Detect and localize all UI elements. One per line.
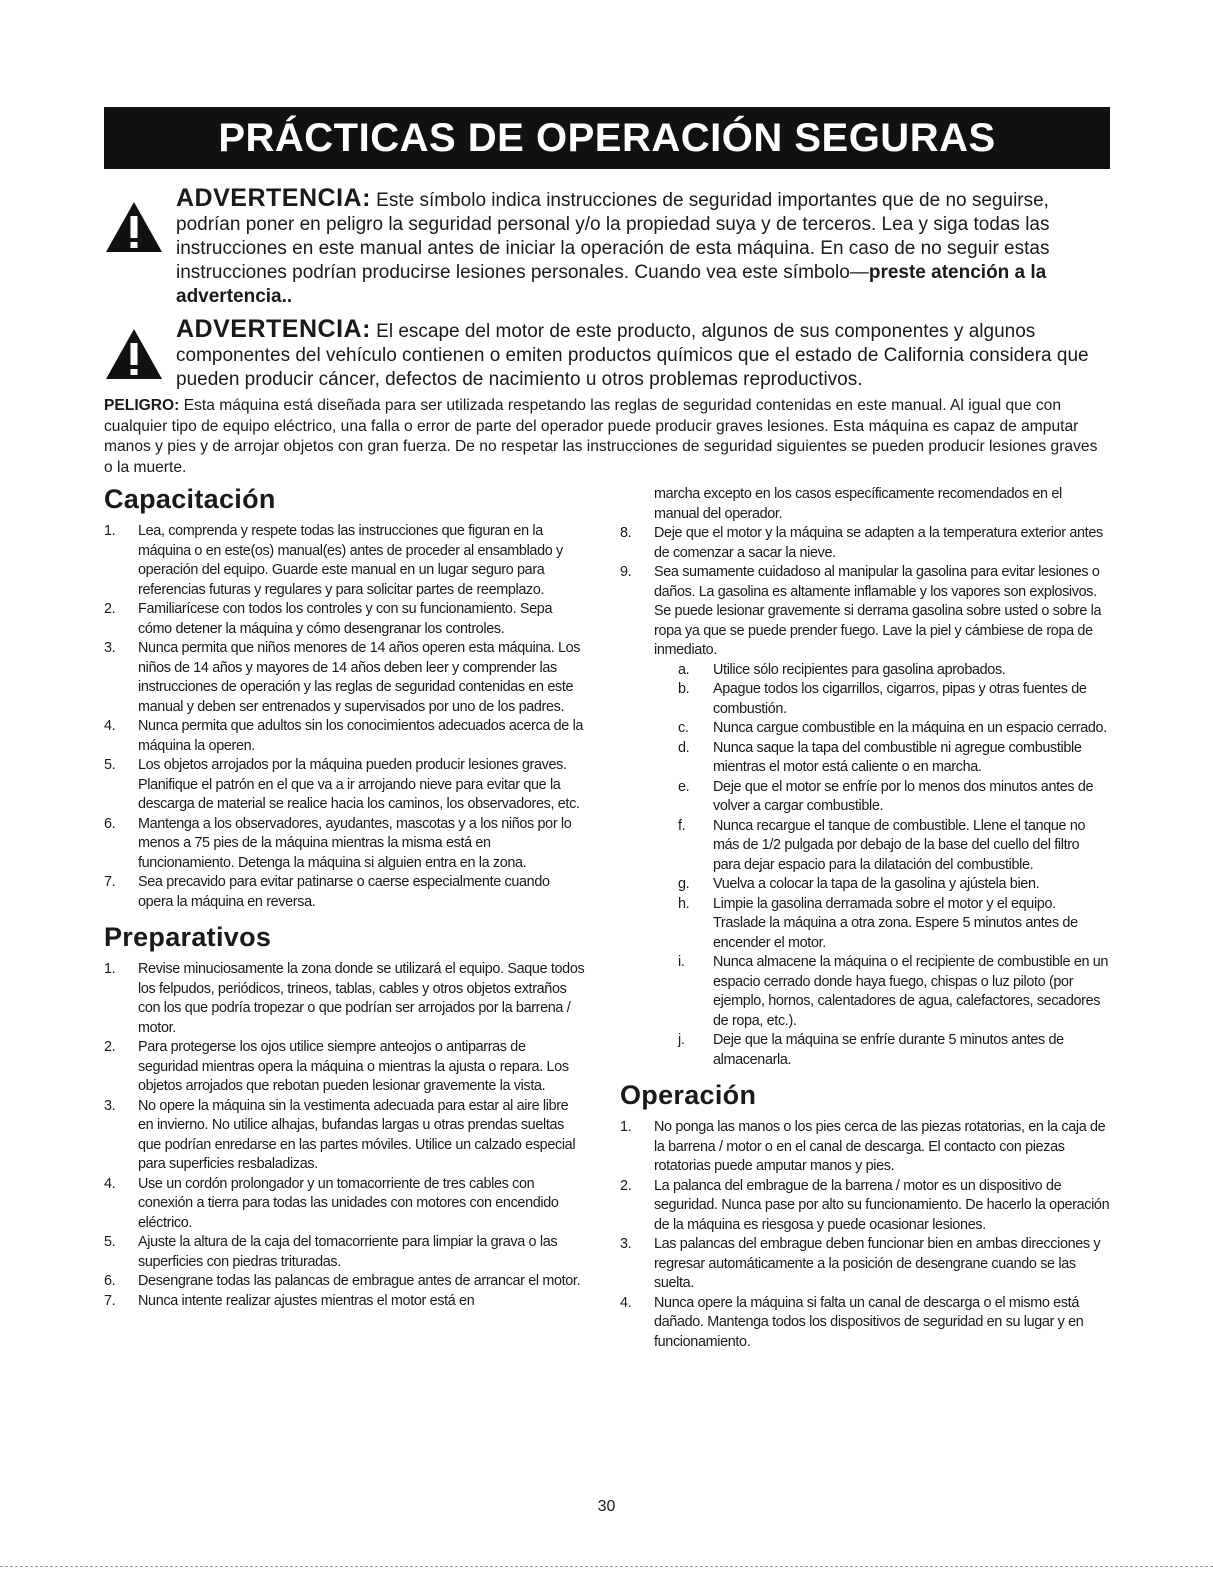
item-number: 5. [104, 1234, 116, 1250]
list-item [104, 600, 586, 639]
sub-list-item [620, 739, 1110, 778]
preparativos-list [104, 960, 586, 1311]
list-item [104, 1038, 586, 1097]
sub-list-item [620, 719, 1110, 739]
sub-item-text: Apague todos los cigarrillos, cigarros, pipas y otras fuentes de combustión. [713, 681, 1087, 717]
item-text: Sea sumamente cuidadoso al manipular la gasolina para evitar lesiones o daños. La gasolina es altamente inflamable y los vapores son explosivos. Se puede lesionar gravemente si derrama gasolina sobre usted o sobre la ropa ya que se puede prender fuego. Lave la piel y cámbiese de ropa de inmediato. [654, 564, 1102, 658]
sub-list-item [620, 875, 1110, 895]
sub-item-text: Limpie la gasolina derramada sobre el motor y el equipo. Traslade la máquina a otra zona. Espere 5 minutos antes de encender el motor. [713, 895, 1078, 951]
item-text: Ajuste la altura de la caja del tomacorriente para limpiar la grava o las superficies con piedras trituradas. [138, 1234, 558, 1270]
list-item [104, 756, 586, 815]
section-heading-preparativos: Preparativos [104, 922, 272, 952]
item-number: 3. [104, 640, 116, 656]
sub-item-text: Nunca almacene la máquina o el recipiente de combustible en un espacio cerrado donde haya fuego, chispas o luz piloto (por ejemplo, hornos, calentadores de agua, calefactores, secadores de ropa, etc.). [713, 954, 1109, 1029]
sub-item-text: Vuelva a colocar la tapa de la gasolina y ajústela bien. [713, 876, 1040, 892]
list-item [104, 873, 586, 912]
item-text: Mantenga a los observadores, ayudantes, mascotas y a los niños por lo menos a 75 pies de la máquina mientras la misma está en funcionamiento. Detenga la máquina si alguien entra en la zona. [138, 815, 572, 871]
warning-1-emphasis: preste atención a la advertencia. [176, 262, 1047, 307]
sub-item-letter: i. [678, 954, 685, 970]
sub-item-letter: h. [678, 895, 690, 912]
sub-list-item [620, 895, 1110, 954]
item-text: Desengrane todas las palancas de embrague antes de arrancar el motor. [138, 1273, 581, 1289]
item-number: 7. [104, 1292, 116, 1309]
sub-item-letter: g. [678, 876, 690, 892]
sub-item-letter: e. [678, 778, 690, 795]
warning-2-body: El escape del motor de este producto, algunos de sus componentes y algunos componentes del vehículo contienen o emiten productos químicos que el estado de California considera que pueden producir cáncer, defectos de nacimiento u otros problemas reproductivos. [176, 321, 1089, 390]
sub-item-letter: d. [678, 739, 690, 756]
list-item [620, 1294, 1110, 1353]
item-text: Use un cordón prolongador y un tomacorriente de tres cables con conexión a tierra para todas las unidades con motores con encendido eléctrico. [138, 1175, 559, 1231]
page-banner-title: PRÁCTICAS DE OPERACIÓN SEGURAS [104, 107, 1110, 169]
warning-1-text [176, 186, 1110, 309]
list-item [104, 1097, 586, 1175]
list-item [104, 960, 586, 1038]
list-item [104, 1292, 586, 1312]
item-number: 1. [104, 961, 116, 977]
item-text: No opere la máquina sin la vestimenta adecuada para estar al aire libre en invierno. No utilice alhajas, bufandas largas u otras prendas sueltas que podrían enredarse en las partes móviles. Utilice un calzado especial para superficies resbaladizas. [138, 1097, 576, 1172]
item-text: La palanca del embrague de la barrena / motor es un dispositivo de seguridad. Nunca pase por alto su funcionamiento. De hacerlo la operación de la máquina es riesgosa y puede ocasionar lesiones. [654, 1177, 1110, 1233]
item-text: Revise minuciosamente la zona donde se utilizará el equipo. Saque todos los felpudos, periódicos, trineos, tablas, cables y otros objetos extraños con los que podría tropezar o que podrían ser arrojados por la barrena / motor. [138, 961, 585, 1036]
sub-item-text: Nunca recargue el tanque de combustible. Llene el tanque no más de 1/2 pulgada por debajo de la base del cuello del filtro para dejar espacio para la dilatación del combustible. [713, 817, 1086, 873]
item-text: Los objetos arrojados por la máquina pueden producir lesiones graves. Planifique el patrón en el que va a ir arrojando nieve para evitar que la descarga de material se realice hacia los caminos, los observadores, etc. [138, 757, 580, 812]
list-item [104, 717, 586, 756]
item-text: Deje que el motor y la máquina se adapten a la temperatura exterior antes de comenzar a sacar la nieve. [654, 525, 1103, 561]
item-text: Nunca intente realizar ajustes mientras el motor está en [138, 1292, 475, 1309]
danger-paragraph [104, 396, 1110, 478]
sub-list-item [620, 1031, 1110, 1070]
sub-item-letter: j. [678, 1032, 685, 1048]
sub-item-text: Nunca saque la tapa del combustible ni agregue combustible mientras el motor está caliente o en marcha. [713, 739, 1082, 775]
item-number: 6. [104, 815, 116, 832]
item-number: 3. [620, 1236, 632, 1252]
section-heading-operacion: Operación [620, 1080, 757, 1110]
list-item [104, 1233, 586, 1272]
sub-list-item [620, 661, 1110, 681]
warning-1-body: Este símbolo indica instrucciones de seguridad importantes que de no seguirse, podrían poner en peligro la seguridad personal y/o la propiedad suya y de terceros. Lea y siga todas las instrucciones en este manual antes de iniciar la operación de esta máquina. En caso de no seguir estas instrucciones podrían producirse lesiones personales. Cuando vea este símbolo— [176, 190, 1050, 283]
item-7-continuation: marcha excepto en los casos específicamente recomendados en el manual del operador. [654, 486, 1062, 522]
danger-text: Esta máquina está diseñada para ser utilizada respetando las reglas de seguridad contenidas en este manual. Al igual que con cualquier tipo de equipo eléctrico, una falla o error de parte del operador puede producir graves lesiones. Esta máquina es capaz de amputar manos y pies y de arrojar objetos con gran fuerza. De no respetar las instrucciones de seguridad siguientes se pueden producir lesiones graves o la muerte. [104, 397, 1098, 476]
warning-triangle-icon [104, 327, 164, 381]
list-item [104, 1175, 586, 1234]
sub-item-letter: a. [678, 661, 690, 678]
item-text: Nunca opere la máquina si falta un canal de descarga o el mismo está dañado. Mantenga todos los dispositivos de seguridad en su lugar y en funcionamiento. [654, 1294, 1084, 1350]
capacitacion-list [104, 522, 586, 912]
item-number: 2. [104, 601, 116, 617]
sub-item-text: Deje que el motor se enfríe por lo menos dos minutos antes de volver a cargar combustible. [713, 778, 1094, 814]
sub-list-item [620, 778, 1110, 817]
danger-label: PELIGRO: [104, 397, 180, 414]
item-number: 2. [104, 1039, 116, 1055]
sub-list-item [620, 817, 1110, 876]
list-item [620, 1118, 1110, 1177]
sub-item-text: Nunca cargue combustible en la máquina en un espacio cerrado. [713, 720, 1107, 736]
warning-block-1 [104, 184, 1110, 307]
sub-list-item [620, 680, 1110, 719]
list-item [104, 1272, 586, 1292]
item-number: 4. [620, 1294, 632, 1311]
item-number: 4. [104, 1175, 116, 1192]
sub-item-text: Deje que la máquina se enfríe durante 5 minutos antes de almacenarla. [713, 1032, 1064, 1068]
warning-block-2 [104, 317, 1110, 389]
item-text: Nunca permita que niños menores de 14 años operen esta máquina. Los niños de 14 años y mayores de 14 años deben leer y comprender las instrucciones de operación y las reglas de seguridad contenidas en este manual y deben ser entrenados y supervisados por uno de los padres. [138, 640, 581, 715]
item-number: 2. [620, 1177, 632, 1194]
item-number: 3. [104, 1097, 116, 1114]
list-item [620, 1235, 1110, 1294]
item-text: Lea, comprenda y respete todas las instrucciones que figuran en la máquina o en este(os) manual(es) antes de proceder al ensamblado y operación del equipo. Guarde este manual en un lugar seguro para referencias futuras y regulares y para solicitar partes de reemplazo. [138, 523, 563, 598]
warning-triangle-icon [104, 200, 164, 254]
item-text: Nunca permita que adultos sin los conocimientos adecuados acerca de la máquina la operen. [138, 718, 584, 754]
item-number: 6. [104, 1273, 116, 1289]
item-number: 5. [104, 757, 116, 773]
item-number: 9. [620, 564, 632, 580]
bottom-divider [0, 1566, 1213, 1567]
item-text: Las palancas del embrague deben funcionar bien en ambas direcciones y regresar automáticamente a la posición de desengrane cuando se las suelta. [654, 1236, 1101, 1291]
item-text: No ponga las manos o los pies cerca de las piezas rotatorias, en la caja de la barrena / motor o en el canal de descarga. El contacto con piezas rotatorias puede amputar manos y pies. [654, 1119, 1106, 1174]
operacion-list [620, 1118, 1110, 1352]
sub-item-letter: b. [678, 681, 690, 697]
warning-2-title: ADVERTENCIA: [176, 315, 371, 343]
gasolina-sublist [620, 661, 1110, 1071]
list-item [620, 524, 1110, 563]
section-heading-capacitacion: Capacitación [104, 484, 276, 514]
warning-1-tail: . [286, 286, 293, 307]
item-text: Para protegerse los ojos utilice siempre anteojos o antiparras de seguridad mientras opera la máquina o mientras la ajusta o repara. Los objetos arrojados que rebotan pueden lesionar gravemente la vista. [138, 1039, 569, 1094]
preparativos-list-continued [620, 524, 1110, 661]
list-item [104, 639, 586, 717]
item-text: Familiarícese con todos los controles y con su funcionamiento. Sepa cómo detener la máquina y cómo desengranar los controles. [138, 601, 553, 637]
page-number: 30 [597, 1498, 616, 1515]
sub-item-letter: c. [678, 720, 689, 736]
list-item [104, 522, 586, 600]
list-item [104, 815, 586, 874]
item-number: 7. [104, 874, 116, 890]
item-number: 1. [620, 1119, 632, 1135]
item-number: 4. [104, 718, 116, 734]
sub-item-letter: f. [678, 817, 686, 834]
warning-1-title: ADVERTENCIA: [176, 184, 371, 212]
warning-2-text [176, 317, 1110, 392]
list-item [620, 1177, 1110, 1236]
left-column [104, 482, 586, 1311]
item-text: Sea precavido para evitar patinarse o caerse especialmente cuando opera la máquina en reversa. [138, 874, 550, 910]
list-item [620, 563, 1110, 661]
sub-list-item [620, 953, 1110, 1031]
right-column [620, 485, 1110, 1352]
sub-item-text: Utilice sólo recipientes para gasolina aprobados. [713, 661, 1006, 678]
item-number: 8. [620, 525, 632, 541]
item-number: 1. [104, 523, 116, 539]
